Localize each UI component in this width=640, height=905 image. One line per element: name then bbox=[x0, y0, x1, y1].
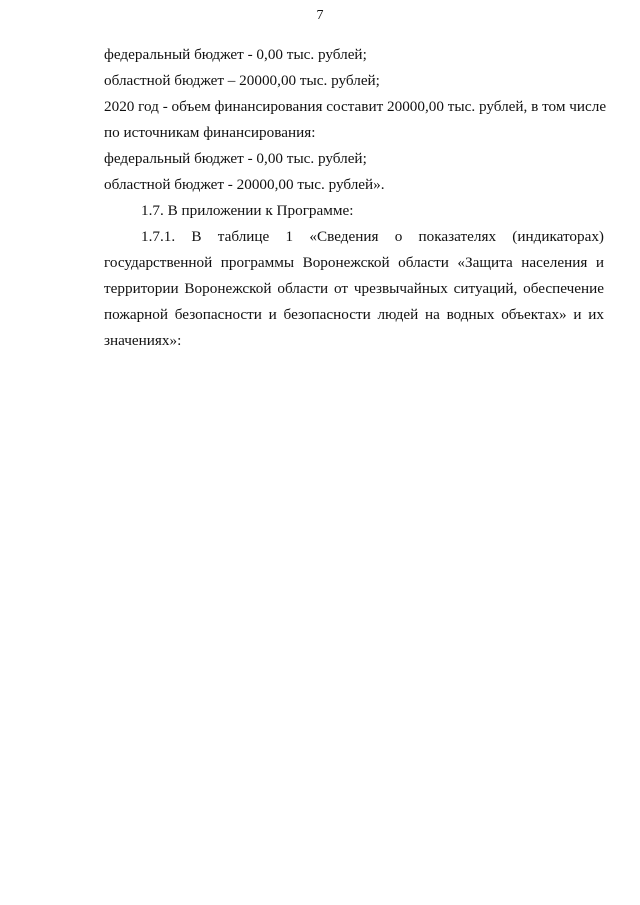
text-line-program-title-2: территории Воронежской области от чрезвычайных ситуаций, обеспечение bbox=[104, 280, 604, 297]
text-line-2020-financing: 2020 год - объем финансирования составит 20000,00 тыс. рублей, в том числе bbox=[104, 98, 607, 115]
text-line-section-1-7-1: 1.7.1. В таблице 1 «Сведения о показателях (индикаторах) bbox=[141, 228, 604, 245]
text-line-financing-sources: по источникам финансирования: bbox=[104, 124, 316, 141]
text-line-regional-budget-2: областной бюджет - 20000,00 тыс. рублей». bbox=[104, 176, 385, 193]
text-line-federal-budget-1: федеральный бюджет - 0,00 тыс. рублей; bbox=[104, 46, 367, 63]
page-number: 7 bbox=[316, 8, 324, 23]
text-line-regional-budget-1: областной бюджет – 20000,00 тыс. рублей; bbox=[104, 72, 380, 89]
text-line-values: значениях»: bbox=[104, 332, 182, 349]
text-line-program-title-3: пожарной безопасности и безопасности людей на водных объектах» и их bbox=[104, 306, 604, 323]
document-body bbox=[104, 42, 607, 354]
text-line-federal-budget-2: федеральный бюджет - 0,00 тыс. рублей; bbox=[104, 150, 367, 167]
text-line-program-title-1: государственной программы Воронежской области «Защита населения и bbox=[104, 254, 604, 271]
text-line-section-1-7: 1.7. В приложении к Программе: bbox=[141, 202, 354, 219]
